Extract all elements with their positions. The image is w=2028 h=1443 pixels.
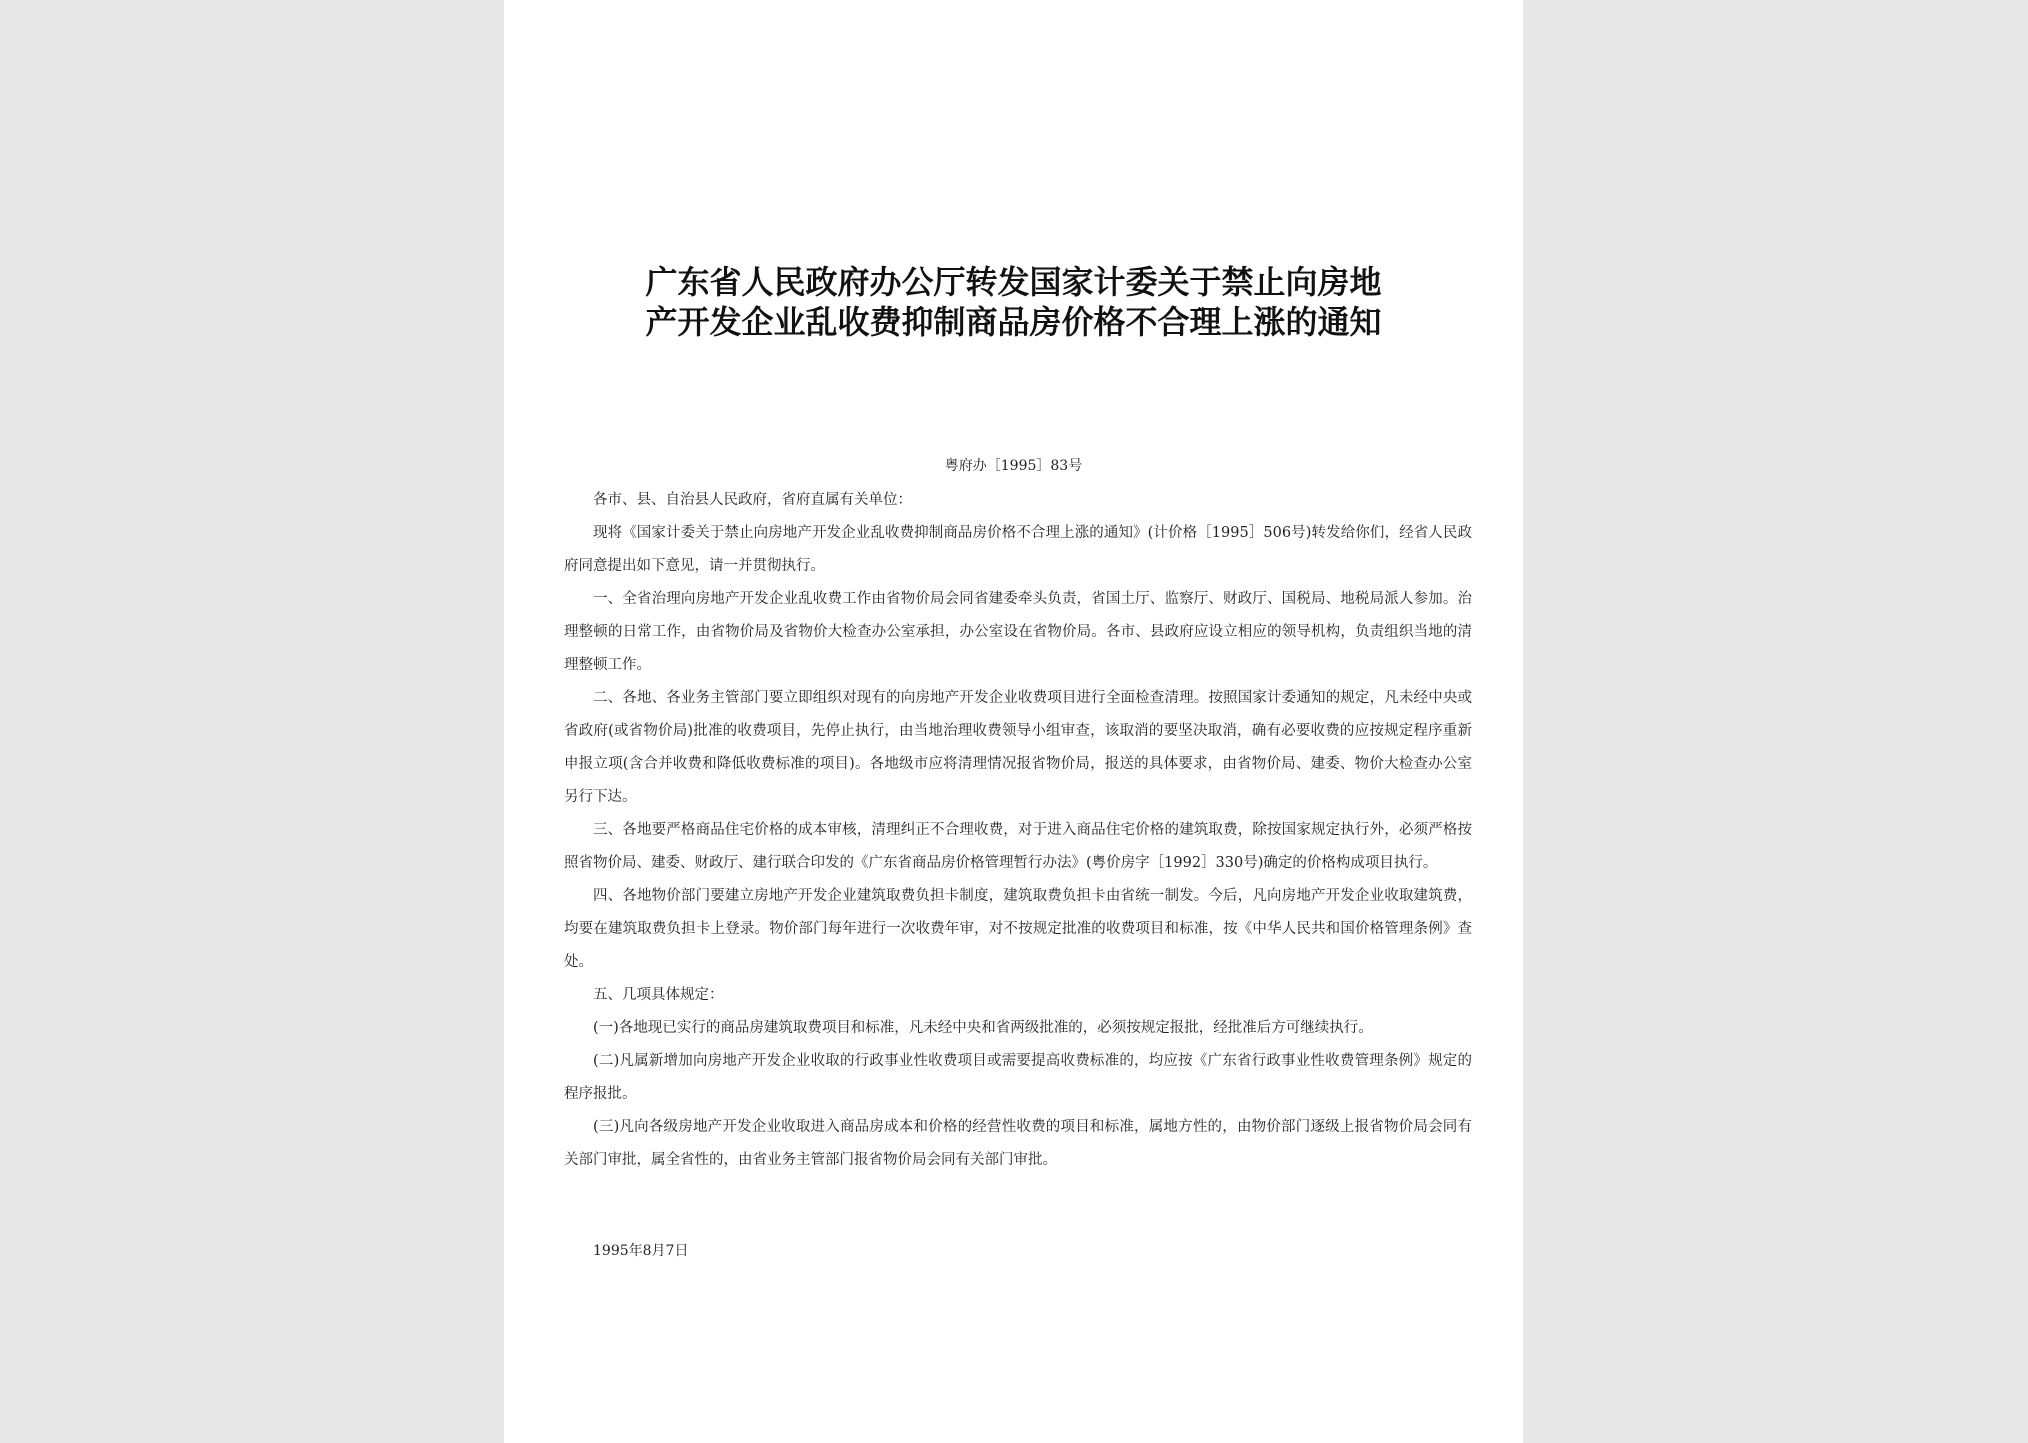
document-title: [504, 262, 1523, 342]
paragraph-subitem-2: (二)凡属新增加向房地产开发企业收取的行政事业性收费项目或需要提高收费标准的，均应按《广东省行政事业性收费管理条例》规定的程序报批。: [564, 1053, 1472, 1102]
paragraph-subitem-1: (一)各地现已实行的商品房建筑取费项目和标准，凡未经中央和省两级批准的，必须按规定报批，经批准后方可继续执行。: [593, 1020, 1373, 1036]
document-number: 粤府办［1995］83号: [944, 458, 1083, 474]
paragraph-intro: 现将《国家计委关于禁止向房地产开发企业乱收费抑制商品房价格不合理上涨的通知》(计价格［1995］506号)转发给你们，经省人民政府同意提出如下意见，请一并贯彻执行。: [564, 525, 1472, 574]
title-line-1: 广东省人民政府办公厅转发国家计委关于禁止向房地: [645, 263, 1382, 301]
title-line-2: 产开发企业乱收费抑制商品房价格不合理上涨的通知: [645, 303, 1382, 341]
paragraph-item-4: 四、各地物价部门要建立房地产开发企业建筑取费负担卡制度，建筑取费负担卡由省统一制发。今后，凡向房地产开发企业收取建筑费，均要在建筑取费负担卡上登录。物价部门每年进行一次收费年审，对不按规定批准的收费项目和标准，按《中华人民共和国价格管理条例》查处。: [564, 888, 1472, 970]
paragraph-item-3: 三、各地要严格商品住宅价格的成本审核，清理纠正不合理收费，对于进入商品住宅价格的建筑取费，除按国家规定执行外，必须严格按照省物价局、建委、财政厅、建行联合印发的《广东省商品房价格管理暂行办法》(粤价房字［1992］330号)确定的价格构成项目执行。: [564, 822, 1472, 871]
paragraph-item-1: 一、全省治理向房地产开发企业乱收费工作由省物价局会同省建委牵头负责，省国土厅、监察厅、财政厅、国税局、地税局派人参加。治理整顿的日常工作，由省物价局及省物价大检查办公室承担，办公室设在省物价局。各市、县政府应设立相应的领导机构，负责组织当地的清理整顿工作。: [564, 591, 1472, 673]
addressee: 各市、县、自治县人民政府，省府直属有关单位：: [593, 492, 912, 508]
document-body: [564, 484, 1472, 1177]
paragraph-subitem-3: (三)凡向各级房地产开发企业收取进入商品房成本和价格的经营性收费的项目和标准，属地方性的，由物价部门逐级上报省物价局会同有关部门审批，属全省性的，由省业务主管部门报省物价局会同有关部门审批。: [564, 1119, 1472, 1168]
document-date: 1995年8月7日: [593, 1243, 689, 1259]
paragraph-item-5: 五、几项具体规定：: [593, 987, 724, 1003]
document-page: [504, 0, 1523, 1443]
paragraph-item-2: 二、各地、各业务主管部门要立即组织对现有的向房地产开发企业收费项目进行全面检查清理。按照国家计委通知的规定，凡未经中央或省政府(或省物价局)批准的收费项目，先停止执行，由当地治理收费领导小组审查，该取消的要坚决取消，确有必要收费的应按规定程序重新申报立项(含合并收费和降低收费标准的项目)。各地级市应将清理情况报省物价局，报送的具体要求，由省物价局、建委、物价大检查办公室另行下达。: [564, 690, 1472, 805]
